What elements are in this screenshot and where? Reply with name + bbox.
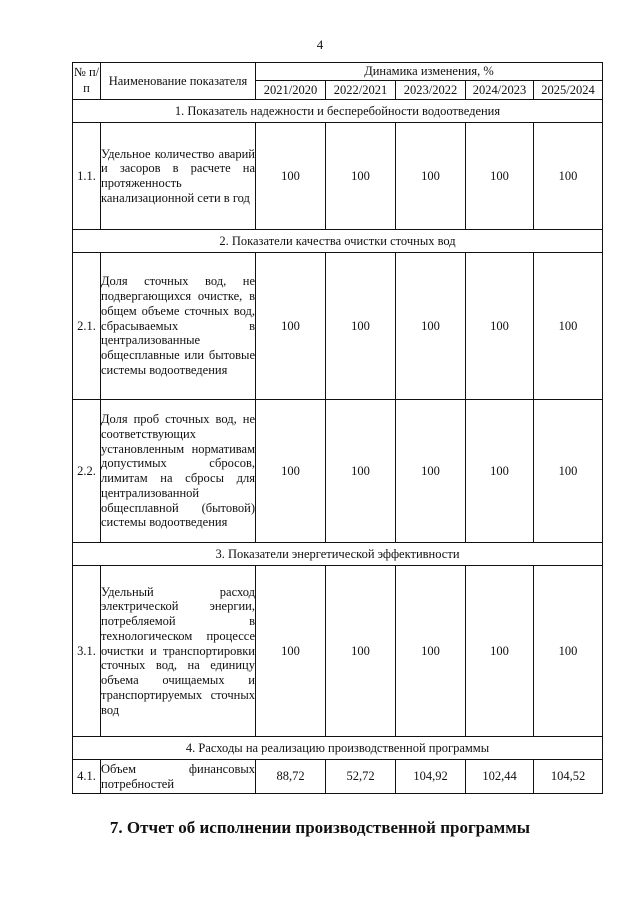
row-number: 2.2. <box>73 400 101 543</box>
value-cell: 100 <box>256 123 326 230</box>
value-cell: 100 <box>326 566 396 737</box>
value-cell: 100 <box>396 566 466 737</box>
indicator-name: Объем финансовых потребностей <box>101 760 256 794</box>
value-cell: 100 <box>256 253 326 400</box>
indicators-table <box>72 62 603 794</box>
indicator-name: Удельное количество аварий и засоров в расчете на протяженность канализационной сети в год <box>101 123 256 230</box>
value-cell: 88,72 <box>256 760 326 794</box>
table-row <box>73 760 603 794</box>
value-cell: 100 <box>466 400 534 543</box>
value-cell: 100 <box>534 400 603 543</box>
value-cell: 100 <box>396 400 466 543</box>
column-header-dynamics: Динамика изменения, % <box>256 63 603 81</box>
year-header: 2024/2023 <box>466 81 534 100</box>
table-row <box>73 400 603 543</box>
value-cell: 100 <box>466 253 534 400</box>
year-header: 2025/2024 <box>534 81 603 100</box>
indicator-name: Удельный расход электрической энергии, потребляемой в технологическом процессе очистки и транспортировки сточных вод, на единицу объема очищаемых и транспортируемых сточных вод <box>101 566 256 737</box>
indicator-name: Доля проб сточных вод, не соответствующих установленным нормативам допустимых сбросов, лимитам на сбросы для централизованной общесплавной (бытовой) системы водоотведения <box>101 400 256 543</box>
value-cell: 100 <box>396 253 466 400</box>
table-row <box>73 566 603 737</box>
table-header-row <box>73 63 603 81</box>
year-header: 2022/2021 <box>326 81 396 100</box>
table-row <box>73 123 603 230</box>
section-title: 1. Показатель надежности и бесперебойности водоотведения <box>73 100 603 123</box>
value-cell: 100 <box>326 400 396 543</box>
section-title: 2. Показатели качества очистки сточных вод <box>73 230 603 253</box>
value-cell: 100 <box>256 566 326 737</box>
value-cell: 100 <box>256 400 326 543</box>
section-row <box>73 230 603 253</box>
section-heading: 7. Отчет об исполнении производственной программы <box>109 818 531 837</box>
column-header-name: Наименование показателя <box>101 63 256 100</box>
value-cell: 52,72 <box>326 760 396 794</box>
value-cell: 104,92 <box>396 760 466 794</box>
table-row <box>73 253 603 400</box>
section-row <box>73 737 603 760</box>
value-cell: 104,52 <box>534 760 603 794</box>
column-header-num: № п/п <box>73 63 101 100</box>
year-header: 2021/2020 <box>256 81 326 100</box>
value-cell: 100 <box>326 253 396 400</box>
value-cell: 100 <box>466 123 534 230</box>
row-number: 1.1. <box>73 123 101 230</box>
value-cell: 100 <box>534 566 603 737</box>
value-cell: 102,44 <box>466 760 534 794</box>
value-cell: 100 <box>534 253 603 400</box>
section-row <box>73 543 603 566</box>
indicator-name: Доля сточных вод, не подвергающихся очистке, в общем объеме сточных вод, сбрасываемых в централизованные общесплавные или бытовые системы водоотведения <box>101 253 256 400</box>
row-number: 4.1. <box>73 760 101 794</box>
year-header: 2023/2022 <box>396 81 466 100</box>
row-number: 3.1. <box>73 566 101 737</box>
value-cell: 100 <box>534 123 603 230</box>
value-cell: 100 <box>466 566 534 737</box>
section-row <box>73 100 603 123</box>
row-number: 2.1. <box>73 253 101 400</box>
section-title: 3. Показатели энергетической эффективности <box>73 543 603 566</box>
page-number: 4 <box>316 37 324 52</box>
section-title: 4. Расходы на реализацию производственной программы <box>73 737 603 760</box>
value-cell: 100 <box>326 123 396 230</box>
value-cell: 100 <box>396 123 466 230</box>
